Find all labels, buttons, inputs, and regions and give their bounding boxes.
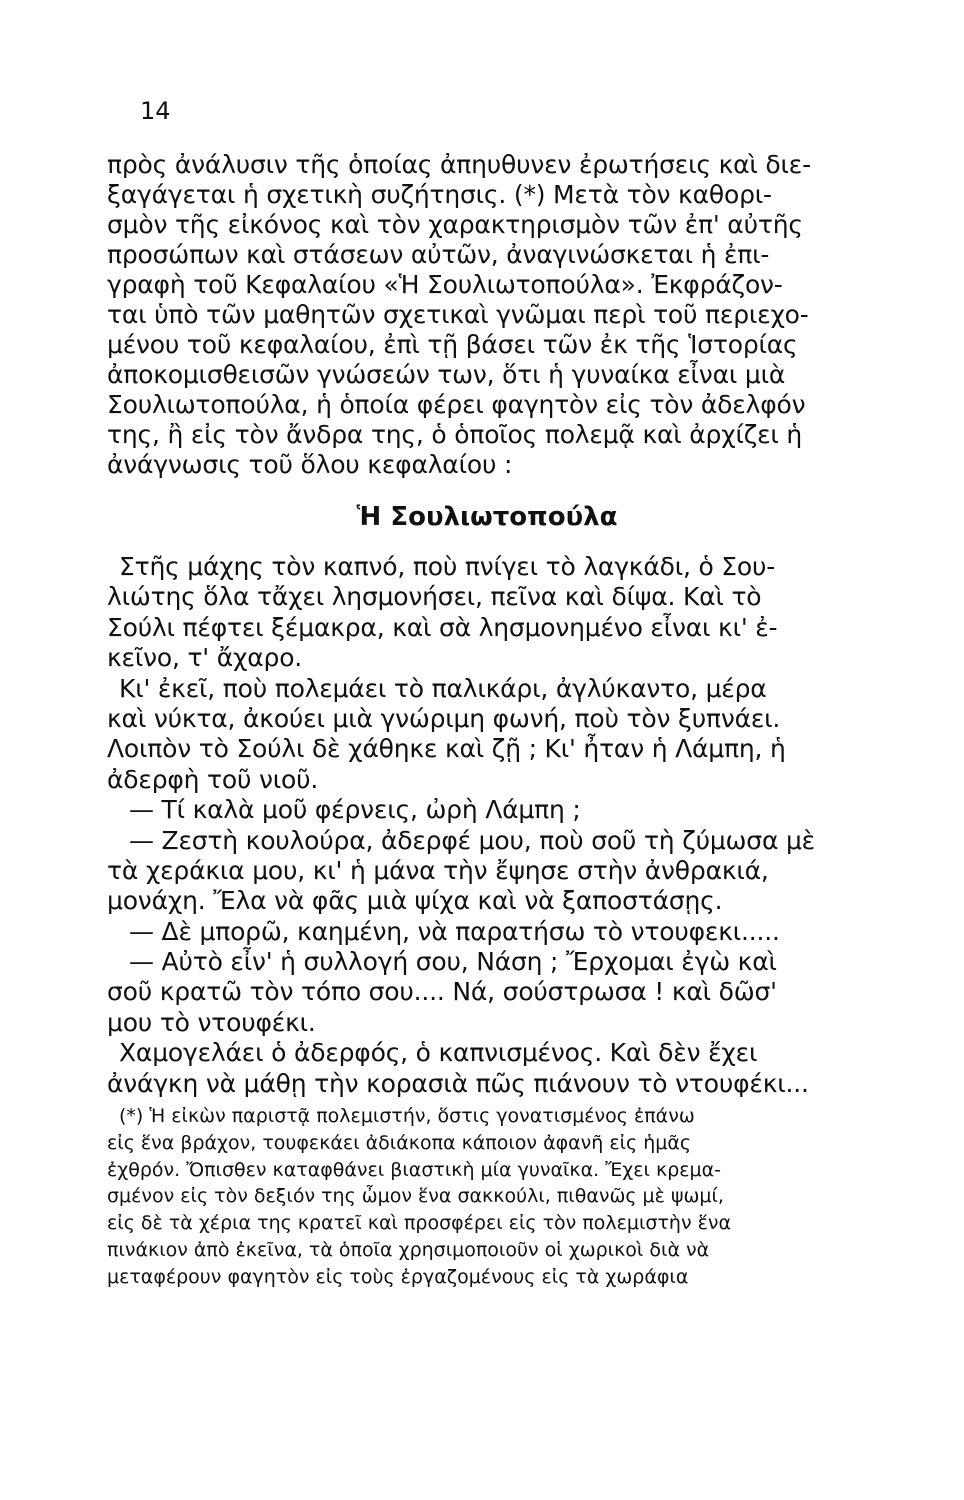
story-line: — Ζεστὴ κουλούρα, ἀδερφέ μου, ποὺ σοῦ τὴ ζύμωσα μὲ	[129, 825, 815, 855]
story-line: Σούλι πέφτει ξέμακρα, καὶ σὰ λησμονημένο εἶναι κι' ἐ-	[107, 612, 778, 642]
intro-line: προσώπων καὶ στάσεων αὐτῶν, ἀναγινώσκεται ἡ ἐπι-	[107, 240, 770, 269]
story-line: Στῆς μάχης τὸν καπνό, ποὺ πνίγει τὸ λαγκάδι, ὁ Σου-	[119, 552, 776, 581]
story-line: — Τί καλὰ μοῦ φέρνεις, ὠρὴ Λάμπη ;	[129, 795, 581, 825]
intro-line: ἀνάγνωσις τοῦ ὅλου κεφαλαίου :	[107, 450, 513, 479]
story-line: Χαμογελάει ὁ ἀδερφός, ὁ καπνισμένος. Καὶ δὲν ἔχει	[119, 1038, 758, 1068]
story-line: κεῖνο, τ' ἄχαρο.	[107, 643, 303, 673]
story-line: μου τὸ ντουφέκι.	[107, 1007, 316, 1037]
story-line: Λοιπὸν τὸ Σούλι δὲ χάθηκε καὶ ζῇ ; Κι' ἦταν ἡ Λάμπη, ἡ	[107, 734, 786, 764]
footnote-line: σμένον εἰς τὸν δεξιόν της ὦμον ἕνα σακκούλι, πιθανῶς μὲ ψωμί,	[107, 1185, 724, 1208]
intro-line: πρὸς ἀνάλυσιν τῆς ὁποίας ἀπηυθυνεν ἐρωτήσεις καὶ διε-	[107, 150, 811, 179]
intro-line: γραφὴ τοῦ Κεφαλαίου «Ἡ Σουλιωτοπούλα». Ἐκφράζον-	[107, 270, 783, 299]
story-line: ἀδερφὴ τοῦ νιοῦ.	[107, 764, 319, 794]
story-title: Ἡ Σουλιωτοπούλα	[356, 502, 618, 532]
intro-line: Σουλιωτοπούλα, ἡ ὁποία φέρει φαγητὸν εἰς τὸν ἀδελφόν	[107, 390, 806, 419]
footnote-line: πινάκιον ἀπὸ ἐκεῖνα, τὰ ὁποῖα χρησιμοποιοῦν οἱ χωρικοὶ διὰ νὰ	[107, 1238, 710, 1261]
intro-line: μένου τοῦ κεφαλαίου, ἐπὶ τῇ βάσει τῶν ἐκ τῆς Ἱστορίας	[107, 330, 798, 359]
footnote-line: μεταφέρουν φαγητὸν εἰς τοὺς ἐργαζομένους εἰς τὰ χωράφια	[107, 1265, 689, 1288]
story-line: καὶ νύκτα, ἀκούει μιὰ γνώριμη φωνή, ποὺ τὸν ξυπνάει.	[107, 703, 781, 733]
story-text	[107, 552, 847, 1099]
story-line: — Αὐτὸ εἶν' ἡ συλλογή σου, Νάση ; Ἔρχομαι ἐγὼ καὶ	[129, 947, 777, 977]
story-line: — Δὲ μπορῶ, καημένη, νὰ παρατήσω τὸ ντουφεκι.....	[129, 916, 780, 946]
footnote-line: εἰς ἕνα βράχον, τουφεκάει ἀδιάκοπα κάποιον ἀφανῆ εἰς ἡμᾶς	[107, 1131, 692, 1154]
page-number: 14	[140, 97, 171, 125]
intro-line: ἀποκομισθεισῶν γνώσεών των, ὅτι ἡ γυναίκα εἶναι μιὰ	[107, 360, 786, 389]
intro-paragraph	[107, 150, 847, 480]
intro-line: ται ὑπὸ τῶν μαθητῶν σχετικαὶ γνῶμαι περὶ τοῦ περιεχο-	[107, 300, 809, 329]
footnote	[107, 1103, 847, 1291]
footnote-line: ἐχθρόν. Ὄπισθεν καταφθάνει βιαστικὴ μία γυναῖκα. Ἔχει κρεμα-	[107, 1158, 721, 1181]
story-line: τὰ χεράκια μου, κι' ἡ μάνα τὴν ἔψησε στὴν ἀνθρακιά,	[107, 855, 769, 885]
intro-line: ξαγάγεται ἡ σχετικὴ συζήτησις. (*) Μετὰ τὸν καθορι-	[107, 180, 772, 209]
story-line: ἀνάγκη νὰ μάθῃ τὴν κορασιὰ πῶς πιάνουν τὸ ντουφέκι...	[107, 1068, 809, 1098]
footnote-line: (*) Ἡ εἰκὼν παριστᾷ πολεμιστήν, ὅστις γονατισμένος ἐπάνω	[119, 1105, 695, 1127]
story-line: Κι' ἐκεῖ, ποὺ πολεμάει τὸ παλικάρι, ἀγλύκαντο, μέρα	[119, 673, 767, 703]
story-line: σοῦ κρατῶ τὸν τόπο σου.... Νά, σούστρωσα ! καὶ δῶσ'	[107, 977, 777, 1007]
story-line: μονάχη. Ἔλα νὰ φᾶς μιὰ ψίχα καὶ νὰ ξαποστάσῃς.	[107, 886, 723, 916]
intro-line: της, ἢ εἰς τὸν ἄνδρα της, ὁ ὁποῖος πολεμᾷ καὶ ἀρχίζει ἡ	[107, 420, 803, 449]
footnote-line: εἰς δὲ τὰ χέρια της κρατεῖ καὶ προσφέρει εἰς τὸν πολεμιστὴν ἕνα	[107, 1212, 732, 1235]
story-line: λιώτης ὅλα τἄχει λησμονήσει, πεῖνα καὶ δίψα. Καὶ τὸ	[107, 582, 762, 612]
intro-line: σμὸν τῆς εἰκόνος καὶ τὸν χαρακτηρισμὸν τῶν ἐπ' αὐτῆς	[107, 210, 803, 239]
